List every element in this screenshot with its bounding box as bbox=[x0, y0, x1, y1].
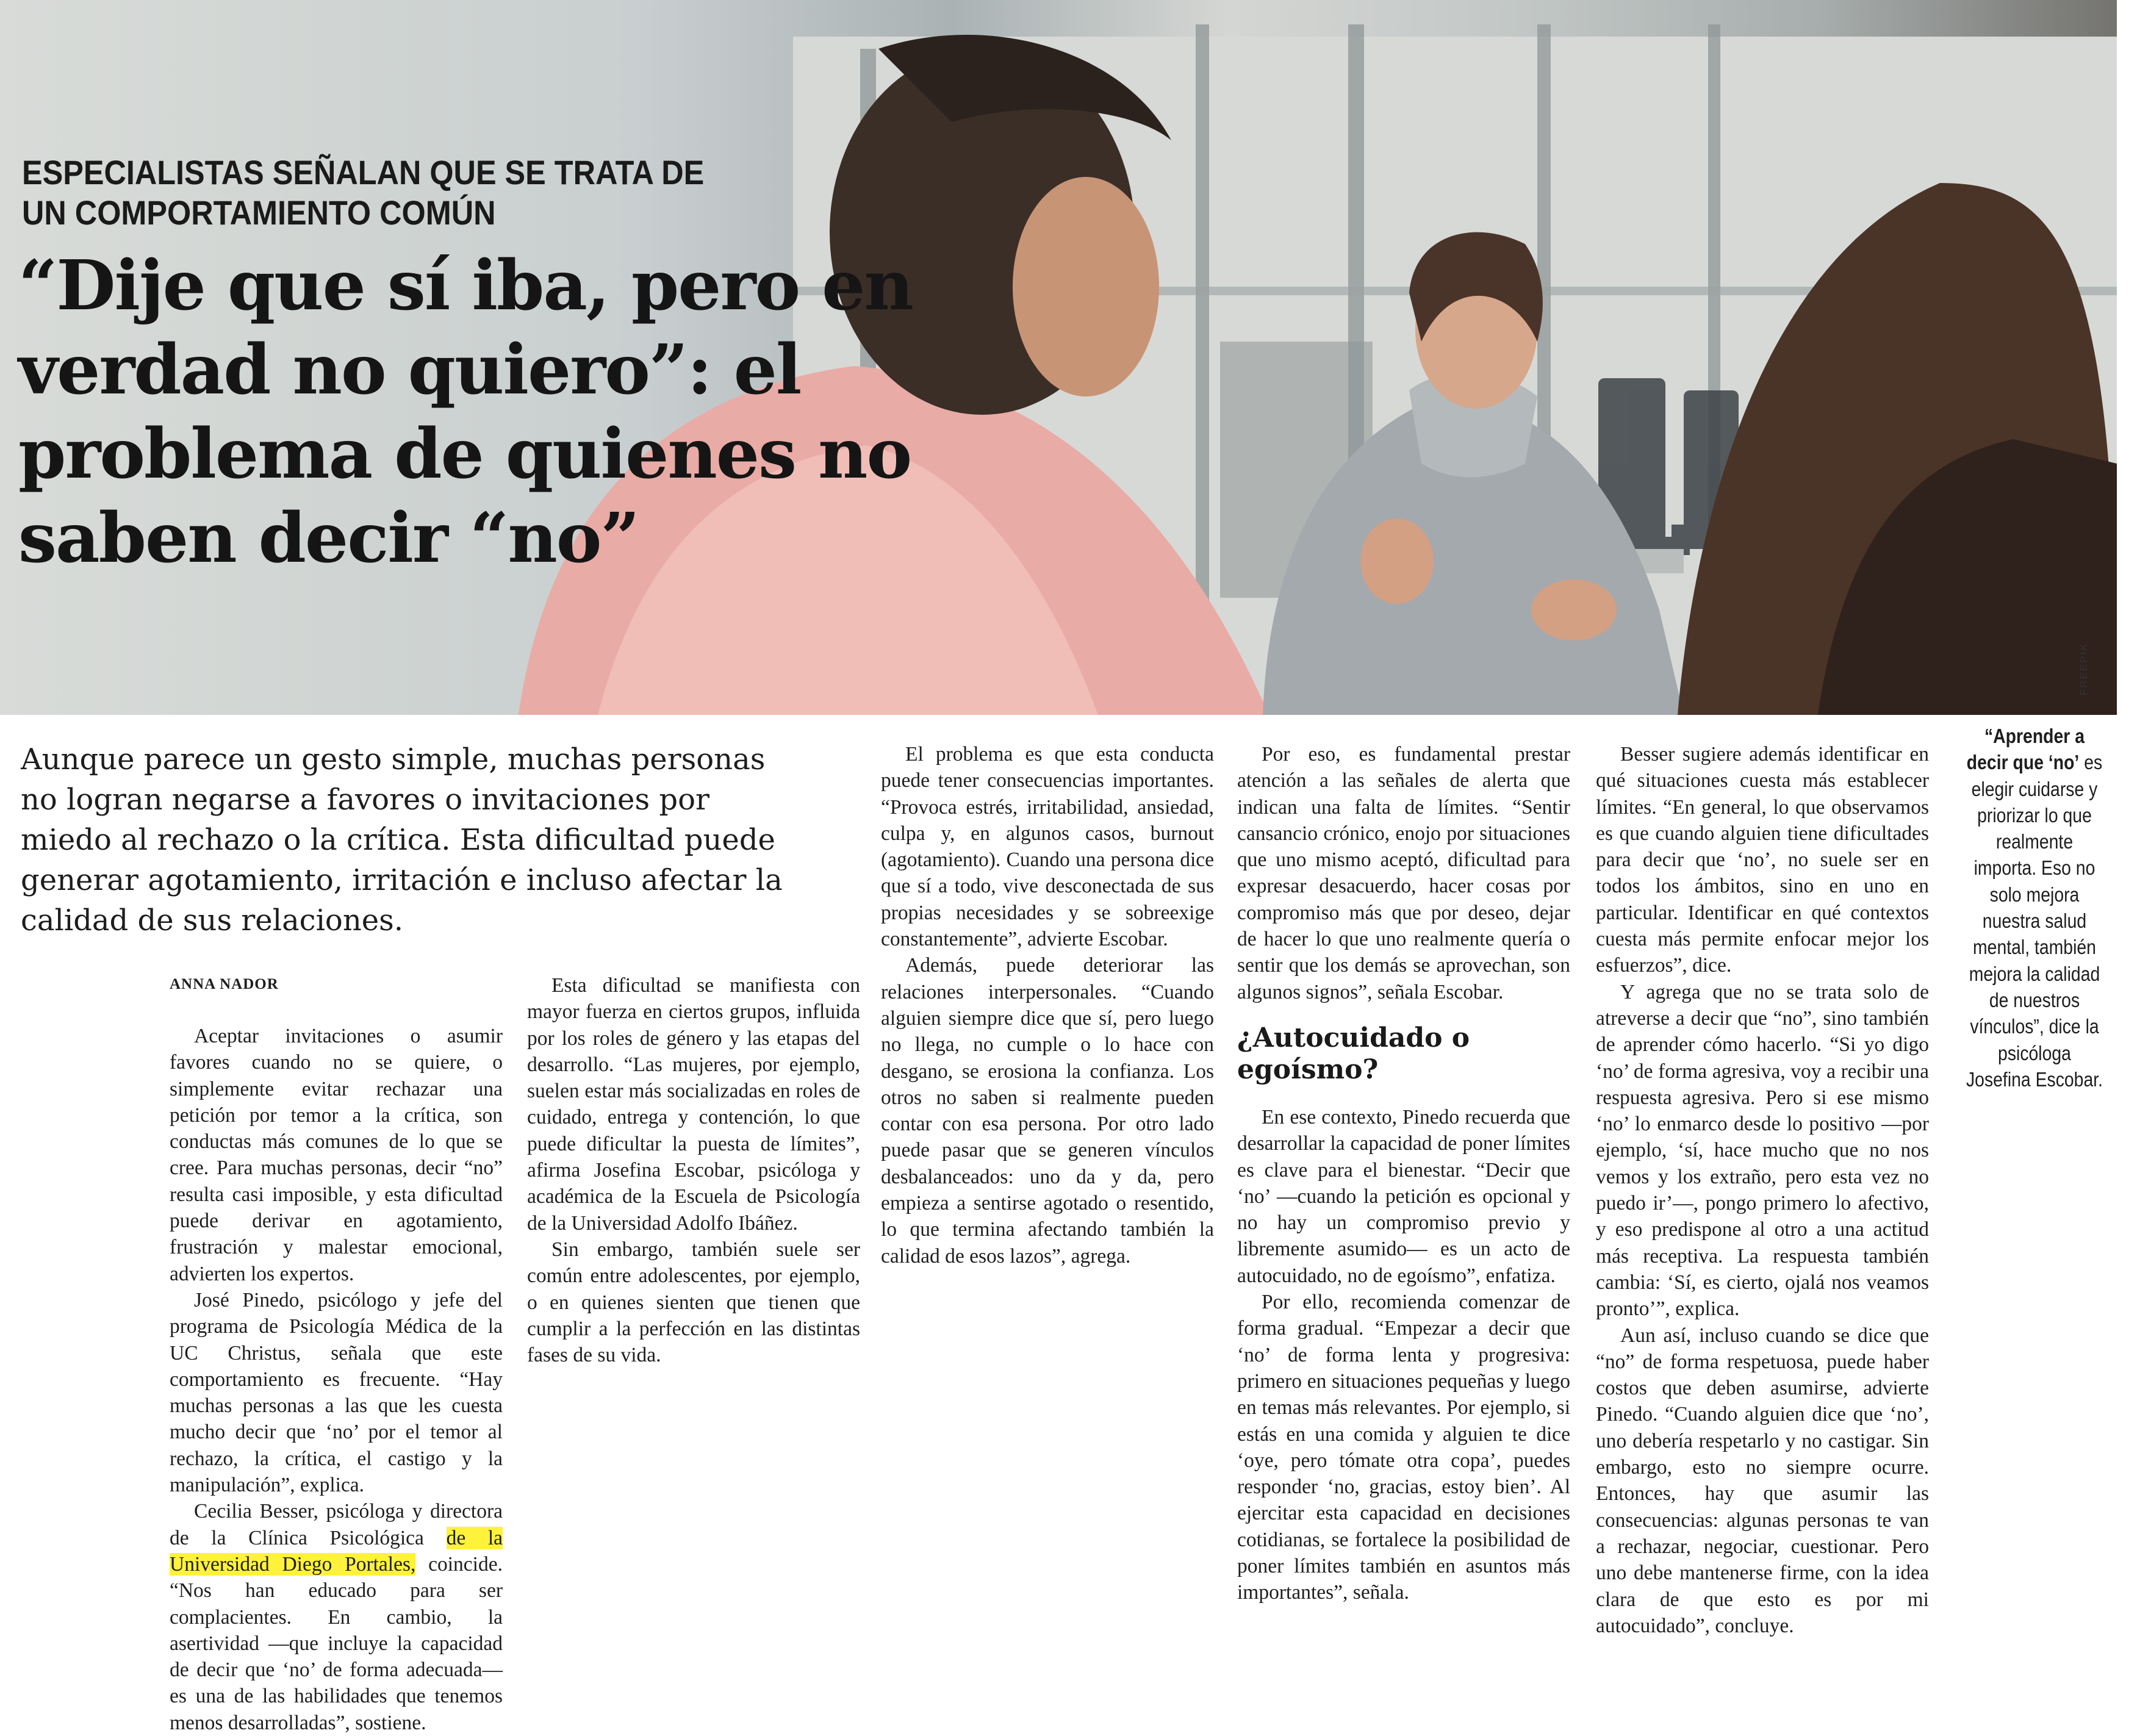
body-paragraph: Besser sugiere además identificar en qué situaciones cuesta más establecer límites. “En general, lo que observamos es que cuando alguien tiene dificultades para decir que ‘no’, no suele ser en todos los ámbitos, sino en uno en particular. Identificar en qué contextos cuesta más permite enfocar mejor los esfuerzos”, dice. bbox=[1596, 743, 1929, 977]
body-paragraph: Y agrega que no se trata solo de atreverse a decir que “no”, sino también de aprender cómo hacerlo. “Si yo digo ‘no’ de forma agresiva, voy a recibir una respuesta agresiva. Pero si ese mismo ‘no’ lo enmarco desde lo positivo —por ejemplo, ‘sí, hace mucho que no nos vemos y los extraño, pero esta vez no puedo ir’—, pongo primero lo afectivo, y eso predispone al otro a una actitud más receptiva. La respuesta también cambia: ‘Sí, es cierto, ojalá nos veamos pronto’”, explica. bbox=[1596, 980, 1929, 1321]
body-paragraph: Aun así, incluso cuando se dice que “no” de forma respetuosa, puede haber costos que deben asumirse, advierte Pinedo. “Cuando alguien dice que ‘no’, uno debería respetarlo y no castigar. Sin embargo, esto no siempre ocurre. Entonces, hay que asumir las consecuencias: algunas personas te van a rechazar, negociar, cuestionar. Pero uno debe mantenerse firme, con la idea clara de que esto es por mi autocuidado”, concluye. bbox=[1596, 1324, 1929, 1637]
column-5 bbox=[1596, 741, 1929, 1639]
pull-quote-lead: “Aprender a decir que ‘no’ bbox=[1966, 725, 2085, 774]
body-paragraph: El problema es que esta conducta puede tener consecuencias importantes. “Provoca estrés, irritabilidad, ansiedad, culpa y, en algunos casos, burnout (agotamiento). Cuando una persona dice que sí a todo, vive desconectada de sus propias necesidades y se sobreexige constantemente”, advierte Escobar. bbox=[881, 743, 1214, 951]
headline: “Dije que sí iba, pero en verdad no quiero”: el problema de quienes no saben decir “no” bbox=[18, 246, 913, 578]
body-paragraph: Por ello, recomienda comenzar de forma gradual. “Empezar a decir que ‘no’ de forma lenta y progresiva: primero en situaciones pequeñas y luego en temas más relevantes. Por ejemplo, si estás en una comida y alguien te dice ‘oye, pero tómate otra copa’, puedes responder ‘no, gracias, estoy bien’. Al ejercitar esta capacidad en decisiones cotidianas, se fortalece la posibilidad de poner límites también en asuntos más importantes”, señala. bbox=[1237, 1291, 1570, 1604]
body-paragraph bbox=[170, 1498, 503, 1736]
body-paragraph: Además, puede deteriorar las relaciones interpersonales. “Cuando alguien siempre dice que sí, pero luego no llega, no cumple o lo hace con desgano, se erosiona la confianza. Los otros no saben si realmente pueden contar con esa persona. Por otro lado puede pasar que se generen vínculos desbalanceados: uno da y da, pero empieza a sentirse agotado o resentido, lo que termina afectando también la calidad de esos lazos”, agrega. bbox=[881, 954, 1214, 1268]
lead-paragraph: Aunque parece un gesto simple, muchas personas no logran negarse a favores o invitaciones por miedo al rechazo o la crítica. Esta dificultad puede generar agotamiento, irritación e incluso afectar la calidad de sus relaciones. bbox=[21, 742, 783, 938]
text-run: Cecilia Besser, psicóloga y directora de la Clínica Psicológica bbox=[170, 1500, 503, 1549]
column-4 bbox=[1237, 741, 1570, 1606]
body-paragraph: En ese contexto, Pinedo recuerda que desarrollar la capacidad de poner límites es clave para el bienestar. “Decir que ‘no’ —cuando la petición es opcional y no hay un compromiso previo y libremente asumido— es un acto de autocuidado, no de egoísmo”, enfatiza. bbox=[1237, 1105, 1570, 1287]
subheading: ¿Autocuidado o egoísmo? bbox=[1237, 1022, 1470, 1085]
body-paragraph: José Pinedo, psicólogo y jefe del programa de Psicología Médica de la UC Christus, señala que este comportamiento es frecuente. “Hay muchas personas a las que les cuesta mucho decir que ‘no’ por el temor al rechazo, la crítica, el castigo y la manipulación”, explica. bbox=[170, 1288, 503, 1497]
body-paragraph: Esta dificultad se manifiesta con mayor fuerza en ciertos grupos, influida por los roles de género y las etapas del desarrollo. “Las mujeres, por ejemplo, suelen estar más socializadas en roles de cuidado, entrega y contención, lo que puede dificultar la puesta de límites”, afirma Josefina Escobar, psicóloga y académica de la Escuela de Psicología de la Universidad Adolfo Ibáñez. bbox=[527, 974, 860, 1235]
body-paragraph: Aceptar invitaciones o asumir favores cuando no se quiere, o simplemente evitar rechazar una petición por temor a la crítica, son conductas más comunes de lo que se cree. Para muchas personas, decir “no” resulta casi imposible, y esta dificultad puede derivar en agotamiento, frustración y malestar emocional, advierten los expertos. bbox=[170, 1025, 503, 1285]
body-paragraph: Sin embargo, también suele ser común entre adolescentes, por ejemplo, o en quienes sienten que tienen que cumplir a la perfección en las distintas fases de su vida. bbox=[527, 1238, 860, 1367]
body-paragraph: Por eso, es fundamental prestar atención a las señales de alerta que indican una falta de límites. “Sentir cansancio crónico, enojo por situaciones que uno mismo aceptó, dificultad para expresar desacuerdo, hacer cosas por compromiso más que por deseo, dejar de hacer lo que uno realmente quería o sentir que los demás se aprovechan, son algunos signos”, señala Escobar. bbox=[1237, 743, 1570, 1003]
pull-quote-text: es elegir cuidarse y priorizar lo que realmente importa. Eso no solo mejora nuestra salud mental, también mejora la calidad de nuestros vínculos”, dice la psicóloga Josefina Escobar. bbox=[1966, 751, 2103, 1091]
column-1 bbox=[170, 1023, 503, 1736]
text-run: coincide. “Nos han educado para ser complacientes. En cambio, la asertividad —que incluye la capacidad de decir que ‘no’ de forma adecuada— es una de las habilidades que tenemos menos desarrolladas”, sostiene. bbox=[170, 1552, 503, 1734]
byline: ANNA NADOR bbox=[170, 976, 279, 992]
pull-quote bbox=[1964, 723, 2105, 1092]
column-3 bbox=[881, 741, 1214, 1269]
photo-credit bbox=[2078, 671, 2151, 695]
column-2 bbox=[527, 972, 860, 1368]
highlighted-text: de la Universidad Diego Portales, bbox=[170, 1526, 503, 1576]
kicker: ESPECIALISTAS SEÑALAN QUE SE TRATA DE UN COMPORTAMIENTO COMÚN bbox=[22, 153, 705, 232]
